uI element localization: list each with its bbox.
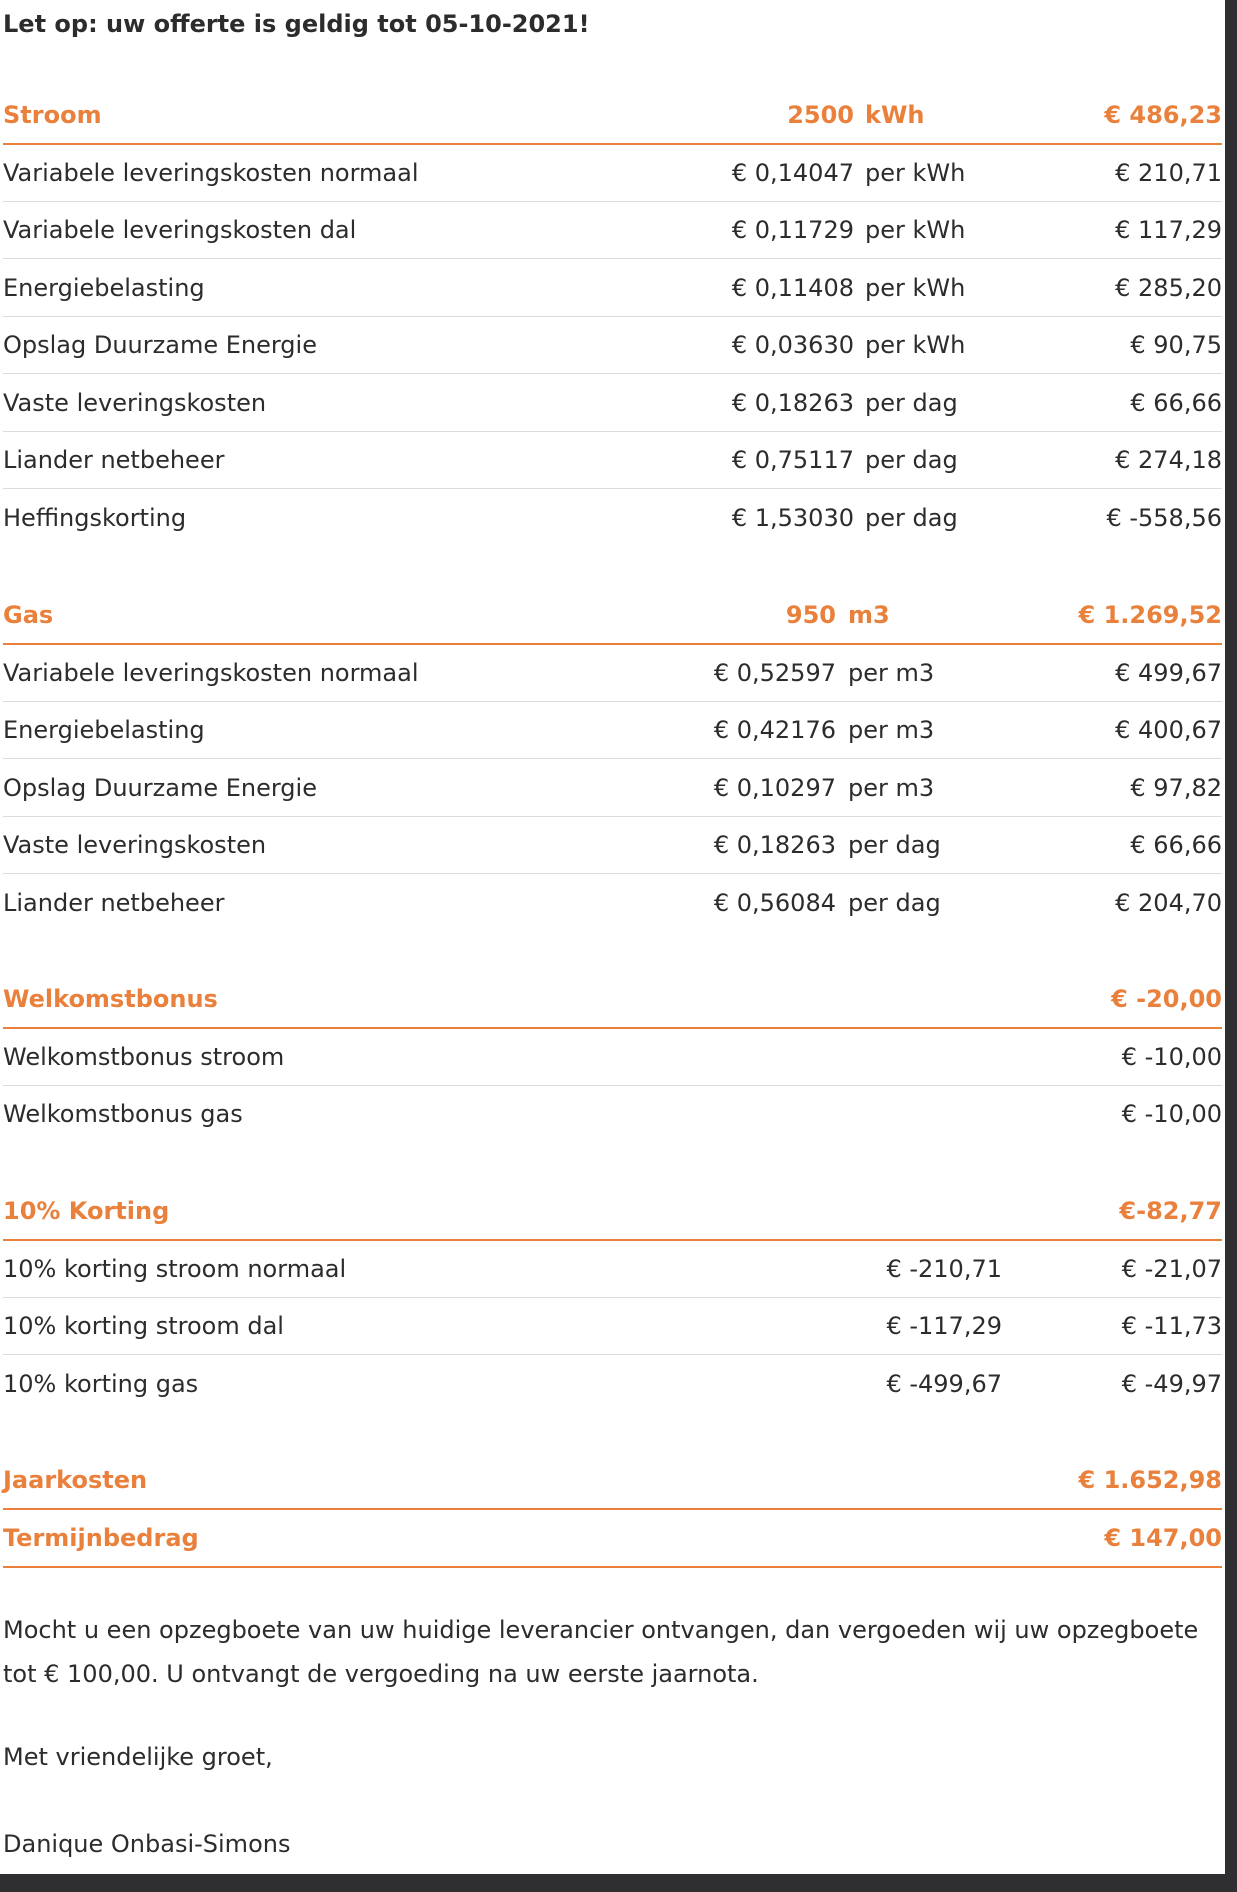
row-unit: per m3 bbox=[848, 659, 935, 687]
row-amount: € 97,82 bbox=[1130, 774, 1222, 802]
row-amount: € -10,00 bbox=[1121, 1100, 1222, 1128]
row-amount: € 499,67 bbox=[1115, 659, 1222, 687]
gas-unit: m3 bbox=[848, 601, 890, 629]
row-label: Opslag Duurzame Energie bbox=[3, 331, 317, 359]
gas-header bbox=[3, 586, 1222, 645]
table-row bbox=[3, 1355, 1222, 1412]
table-row bbox=[3, 874, 1222, 931]
row-label: Opslag Duurzame Energie bbox=[3, 774, 317, 802]
row-unit: per dag bbox=[865, 504, 958, 532]
table-row bbox=[3, 1297, 1222, 1355]
welkomstbonus-header bbox=[3, 970, 1222, 1029]
row-amount: € -21,07 bbox=[1121, 1255, 1222, 1283]
welkomstbonus-title: Welkomstbonus bbox=[3, 985, 218, 1013]
signature-name: Danique Onbasi-Simons bbox=[3, 1830, 291, 1858]
row-base: € -499,67 bbox=[886, 1370, 1002, 1398]
row-rate: € 0,10297 bbox=[713, 774, 836, 802]
jaarkosten-amount: € 1.652,98 bbox=[1078, 1466, 1222, 1494]
row-rate: € 0,56084 bbox=[713, 889, 836, 917]
stroom-quantity: 2500 bbox=[787, 101, 854, 129]
row-rate: € 0,11408 bbox=[731, 274, 854, 302]
validity-notice: Let op: uw offerte is geldig tot 05-10-2021! bbox=[3, 10, 590, 38]
row-unit: per kWh bbox=[865, 216, 966, 244]
stroom-title: Stroom bbox=[3, 101, 102, 129]
termijnbedrag-label: Termijnbedrag bbox=[3, 1524, 199, 1552]
row-rate: € 0,11729 bbox=[731, 216, 854, 244]
row-rate: € 1,53030 bbox=[731, 504, 854, 532]
row-rate: € 0,03630 bbox=[731, 331, 854, 359]
row-unit: per dag bbox=[848, 831, 941, 859]
row-label: Liander netbeheer bbox=[3, 446, 225, 474]
row-label: Variabele leveringskosten normaal bbox=[3, 659, 419, 687]
row-label: Welkomstbonus gas bbox=[3, 1100, 243, 1128]
table-row bbox=[3, 1028, 1222, 1086]
row-unit: per dag bbox=[865, 446, 958, 474]
row-amount: € -558,56 bbox=[1106, 504, 1222, 532]
row-amount: € 274,18 bbox=[1115, 446, 1222, 474]
row-amount: € 117,29 bbox=[1115, 216, 1222, 244]
table-row bbox=[3, 144, 1222, 202]
row-unit: per kWh bbox=[865, 331, 966, 359]
stroom-total: € 486,23 bbox=[1104, 101, 1222, 129]
row-unit: per dag bbox=[848, 889, 941, 917]
row-amount: € -49,97 bbox=[1121, 1370, 1222, 1398]
row-label: Variabele leveringskosten normaal bbox=[3, 159, 419, 187]
termijnbedrag-row bbox=[3, 1509, 1222, 1568]
row-label: Vaste leveringskosten bbox=[3, 389, 267, 417]
stroom-header bbox=[3, 86, 1222, 145]
row-amount: € 90,75 bbox=[1130, 331, 1222, 359]
table-row bbox=[3, 1240, 1222, 1298]
table-row bbox=[3, 644, 1222, 702]
row-amount: € 204,70 bbox=[1115, 889, 1222, 917]
gas-title: Gas bbox=[3, 601, 54, 629]
jaarkosten-label: Jaarkosten bbox=[3, 1466, 148, 1494]
opzegboete-paragraph: Mocht u een opzegboete van uw huidige leverancier ontvangen, dan vergoeden wij uw opzegboete tot € 100,00. U ontvangt de vergoeding na uw eerste jaarnota. bbox=[3, 1616, 1199, 1688]
jaarkosten-row bbox=[3, 1451, 1222, 1510]
row-label: Liander netbeheer bbox=[3, 889, 225, 917]
row-rate: € 0,14047 bbox=[731, 159, 854, 187]
row-label: 10% korting gas bbox=[3, 1370, 199, 1398]
row-unit: per dag bbox=[865, 389, 958, 417]
row-amount: € 285,20 bbox=[1115, 274, 1222, 302]
table-row bbox=[3, 489, 1222, 546]
stroom-unit: kWh bbox=[865, 101, 925, 129]
table-row bbox=[3, 701, 1222, 759]
gas-quantity: 950 bbox=[785, 601, 836, 629]
table-row bbox=[3, 816, 1222, 874]
korting-total: €-82,77 bbox=[1119, 1197, 1222, 1225]
row-label: 10% korting stroom dal bbox=[3, 1312, 284, 1340]
table-row bbox=[3, 316, 1222, 374]
row-amount: € 210,71 bbox=[1115, 159, 1222, 187]
row-amount: € 400,67 bbox=[1115, 716, 1222, 744]
welkomstbonus-total: € -20,00 bbox=[1111, 985, 1222, 1013]
row-label: 10% korting stroom normaal bbox=[3, 1255, 347, 1283]
table-row bbox=[3, 374, 1222, 432]
row-base: € -117,29 bbox=[886, 1312, 1002, 1340]
table-row bbox=[3, 1085, 1222, 1142]
row-amount: € 66,66 bbox=[1130, 389, 1222, 417]
row-unit: per kWh bbox=[865, 159, 966, 187]
row-label: Variabele leveringskosten dal bbox=[3, 216, 357, 244]
row-rate: € 0,52597 bbox=[713, 659, 836, 687]
row-unit: per m3 bbox=[848, 774, 935, 802]
closing-greeting: Met vriendelijke groet, bbox=[3, 1743, 273, 1771]
row-amount: € -11,73 bbox=[1121, 1312, 1222, 1340]
row-rate: € 0,42176 bbox=[713, 716, 836, 744]
row-rate: € 0,75117 bbox=[731, 446, 854, 474]
row-unit: per m3 bbox=[848, 716, 935, 744]
table-row bbox=[3, 759, 1222, 817]
row-label: Welkomstbonus stroom bbox=[3, 1043, 285, 1071]
table-row bbox=[3, 201, 1222, 259]
gas-total: € 1.269,52 bbox=[1078, 601, 1222, 629]
row-amount: € 66,66 bbox=[1130, 831, 1222, 859]
table-row bbox=[3, 259, 1222, 317]
row-label: Energiebelasting bbox=[3, 716, 205, 744]
korting-header bbox=[3, 1182, 1222, 1241]
row-label: Energiebelasting bbox=[3, 274, 205, 302]
row-base: € -210,71 bbox=[886, 1255, 1002, 1283]
row-label: Vaste leveringskosten bbox=[3, 831, 267, 859]
table-row bbox=[3, 431, 1222, 489]
termijnbedrag-amount: € 147,00 bbox=[1104, 1524, 1222, 1552]
row-label: Heffingskorting bbox=[3, 504, 187, 532]
row-unit: per kWh bbox=[865, 274, 966, 302]
row-rate: € 0,18263 bbox=[713, 831, 836, 859]
korting-title: 10% Korting bbox=[3, 1197, 170, 1225]
row-rate: € 0,18263 bbox=[731, 389, 854, 417]
row-amount: € -10,00 bbox=[1121, 1043, 1222, 1071]
